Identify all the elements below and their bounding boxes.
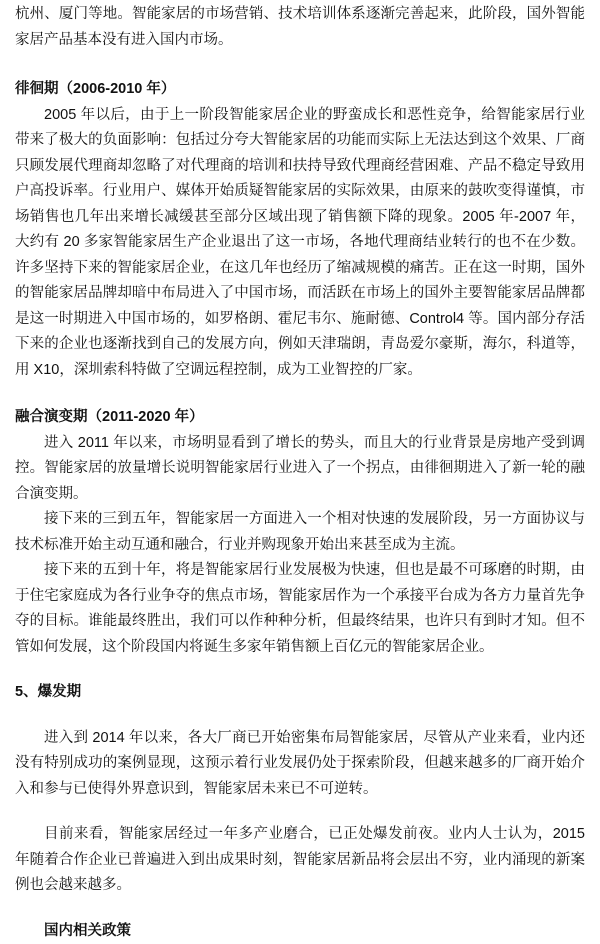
section-domestic-policies [15,919,585,944]
section-burst-period [15,680,585,899]
section-heading-fusion-evolution-period: 融合演变期（2011-2020 年） [15,405,585,431]
section-heading-wandering-period: 徘徊期（2006-2010 年） [15,77,585,103]
section-heading-domestic-policies: 国内相关政策 [15,919,585,944]
paragraph: 目前来看，智能家居经过一年多产业磨合，已正处爆发前夜。业内人士认为，2015 年随着合作企业已普遍进入到出成果时刻，智能家居新品将会层出不穷，业内涌现的新案例也会越来越多。 [15,822,585,899]
intro-paragraph: 杭州、厦门等地。智能家居的市场营销、技术培训体系逐渐完善起来，此阶段，国外智能家居产品基本没有进入国内市场。 [15,2,585,53]
section-heading-burst-period: 5、爆发期 [15,680,585,706]
section-wandering-period [15,77,585,383]
paragraph: 接下来的三到五年，智能家居一方面进入一个相对快速的发展阶段，另一方面协议与技术标准开始主动互通和融合，行业并购现象开始出来甚至成为主流。 [15,507,585,558]
paragraph: 进入 2011 年以来，市场明显看到了增长的势头，而且大的行业背景是房地产受到调控。智能家居的放量增长说明智能家居行业进入了一个拐点，由徘徊期进入了新一轮的融合演变期。 [15,431,585,508]
paragraph: 2005 年以后，由于上一阶段智能家居企业的野蛮成长和恶性竞争，给智能家居行业带来了极大的负面影响：包括过分夸大智能家居的功能而实际上无法达到这个效果、厂商只顾发展代理商却忽略了对代理商的培训和扶持导致代理商经营困难、产品不稳定导致用户高投诉率。行业用户、媒体开始质疑智能家居的实际效果，由原来的鼓吹变得谨慎，市场销售也几年出来增长减缓甚至部分区域出现了销售额下降的现象。2005 年-2007 年，大约有 20 多家智能家居生产企业退出了这一市场，各地代理商结业转行的也不在少数。许多坚持下来的智能家居企业，在这几年也经历了缩减规模的痛苦。正在这一时期，国外的智能家居品牌却暗中布局进入了中国市场，而活跃在市场上的国外主要智能家居品牌都是这一时期进入中国市场的，如罗格朗、霍尼韦尔、施耐德、Control4 等。国内部分存活下来的企业也逐渐找到自己的发展方向，例如天津瑞朗，青岛爱尔豪斯，海尔，科道等，用 X10，深圳索科特做了空调远程控制，成为工业智控的厂家。 [15,103,585,384]
paragraph: 接下来的五到十年，将是智能家居行业发展极为快速，但也是最不可琢磨的时期，由于住宅家庭成为各行业争夺的焦点市场，智能家居作为一个承接平台成为各方力量首先争夺的目标。谁能最终胜出，我们可以作种种分析，但最终结果，也许只有到时才知。但不管如何发展，这个阶段国内将诞生多家年销售额上百亿元的智能家居企业。 [15,558,585,660]
paragraph: 进入到 2014 年以来，各大厂商已开始密集布局智能家居，尽管从产业来看，业内还没有特别成功的案例显现，这预示着行业发展仍处于探索阶段，但越来越多的厂商开始介入和参与已使得外界意识到，智能家居未来已不可逆转。 [15,726,585,803]
section-fusion-evolution-period [15,405,585,660]
